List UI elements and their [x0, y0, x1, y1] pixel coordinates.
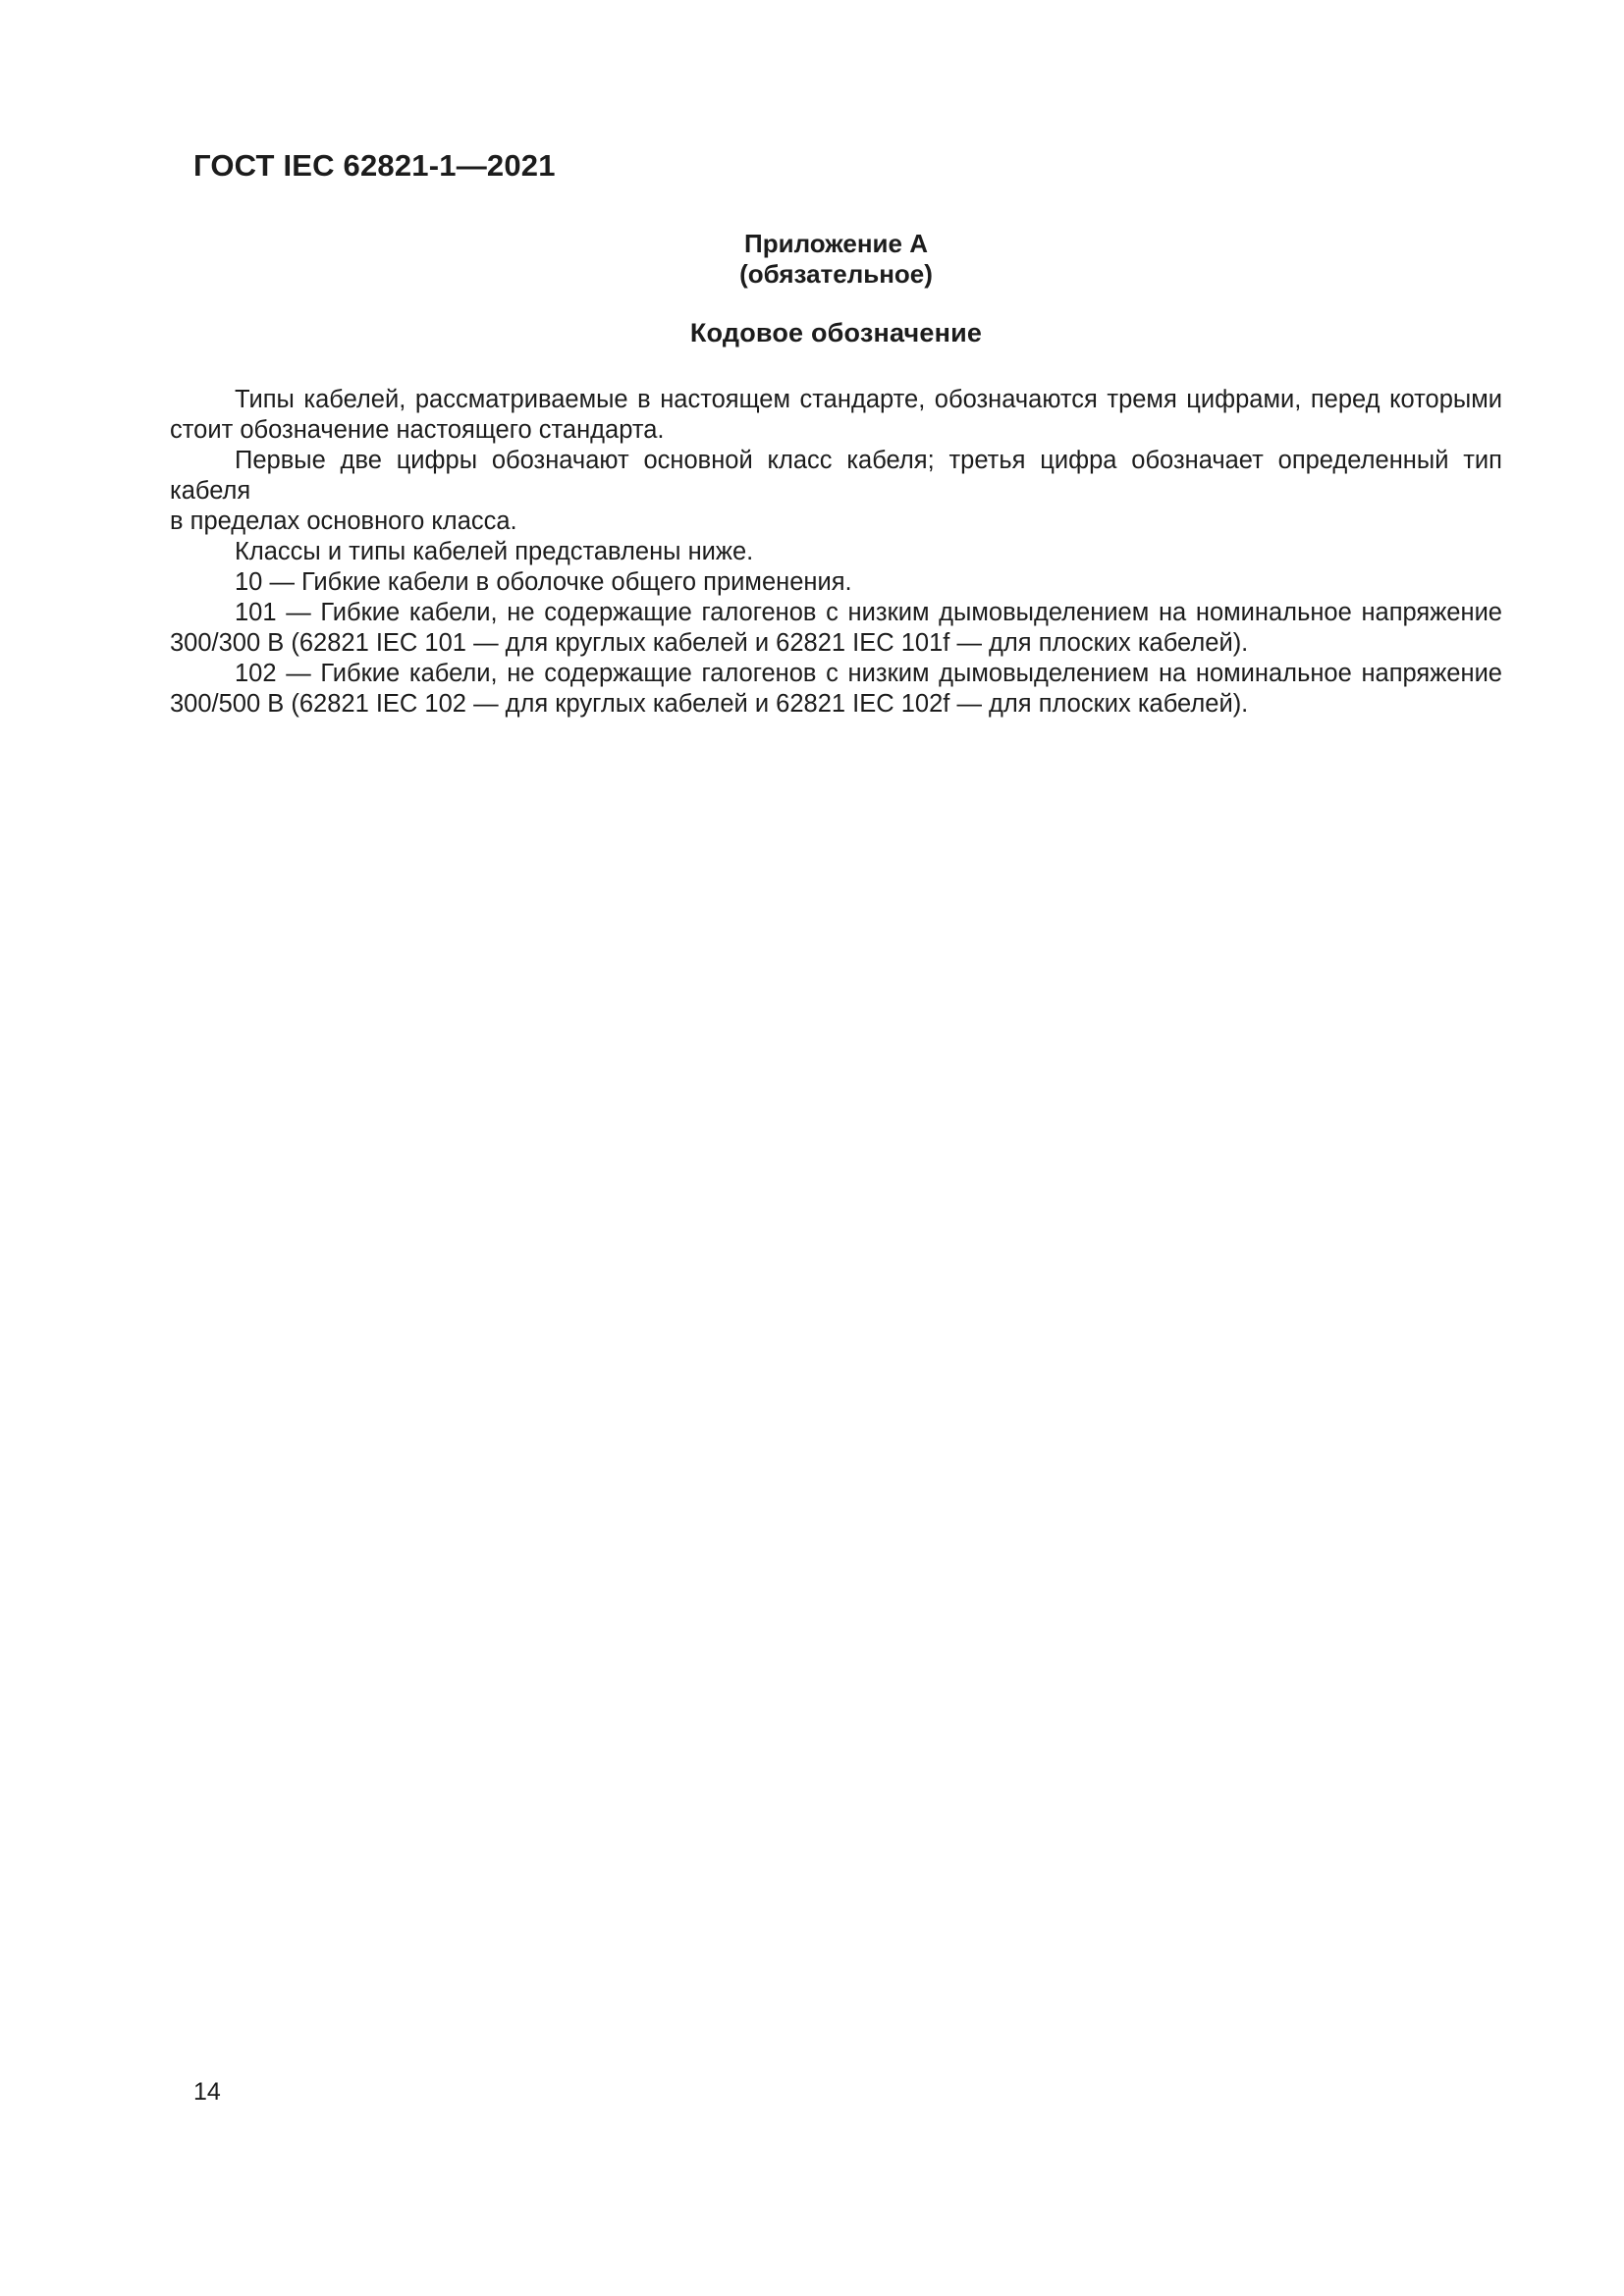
appendix-title: Приложение А	[744, 229, 928, 258]
paragraph	[170, 598, 1502, 659]
paragraph	[170, 446, 1502, 537]
paragraph	[170, 659, 1502, 720]
document-standard-number: ГОСТ IEC 62821-1—2021	[193, 148, 556, 183]
appendix-heading	[170, 229, 1502, 290]
appendix-subtitle: (обязательное)	[739, 259, 933, 289]
paragraph	[170, 567, 1502, 598]
page-number: 14	[193, 2078, 221, 2106]
paragraph-line: Типы кабелей, рассматриваемые в настоящем стандарте, обозначаются тремя цифрами, перед которыми	[235, 386, 1502, 413]
paragraph	[170, 537, 1502, 567]
body-text	[170, 385, 1502, 720]
paragraph-line: стоит обозначение настоящего стандарта.	[170, 416, 665, 444]
paragraph-line: 10 — Гибкие кабели в оболочке общего применения.	[235, 568, 852, 596]
paragraph-line: 300/300 В (62821 IEC 101 — для круглых кабелей и 62821 IEC 101f — для плоских кабелей).	[170, 629, 1249, 657]
paragraph-line: в пределах основного класса.	[170, 507, 517, 535]
paragraph-line: Классы и типы кабелей представлены ниже.	[235, 538, 754, 565]
paragraph-line: 300/500 В (62821 IEC 102 — для круглых кабелей и 62821 IEC 102f — для плоских кабелей).	[170, 690, 1249, 718]
paragraph	[170, 385, 1502, 446]
paragraph-line: 101 — Гибкие кабели, не содержащие галогенов с низким дымовыделением на номинальное напряжение	[235, 599, 1502, 626]
paragraph-line: Первые две цифры обозначают основной класс кабеля; третья цифра обозначает определенный тип кабеля	[170, 447, 1502, 505]
section-title: Кодовое обозначение	[689, 318, 983, 347]
paragraph-line: 102 — Гибкие кабели, не содержащие галогенов с низким дымовыделением на номинальное напряжение	[235, 660, 1502, 687]
